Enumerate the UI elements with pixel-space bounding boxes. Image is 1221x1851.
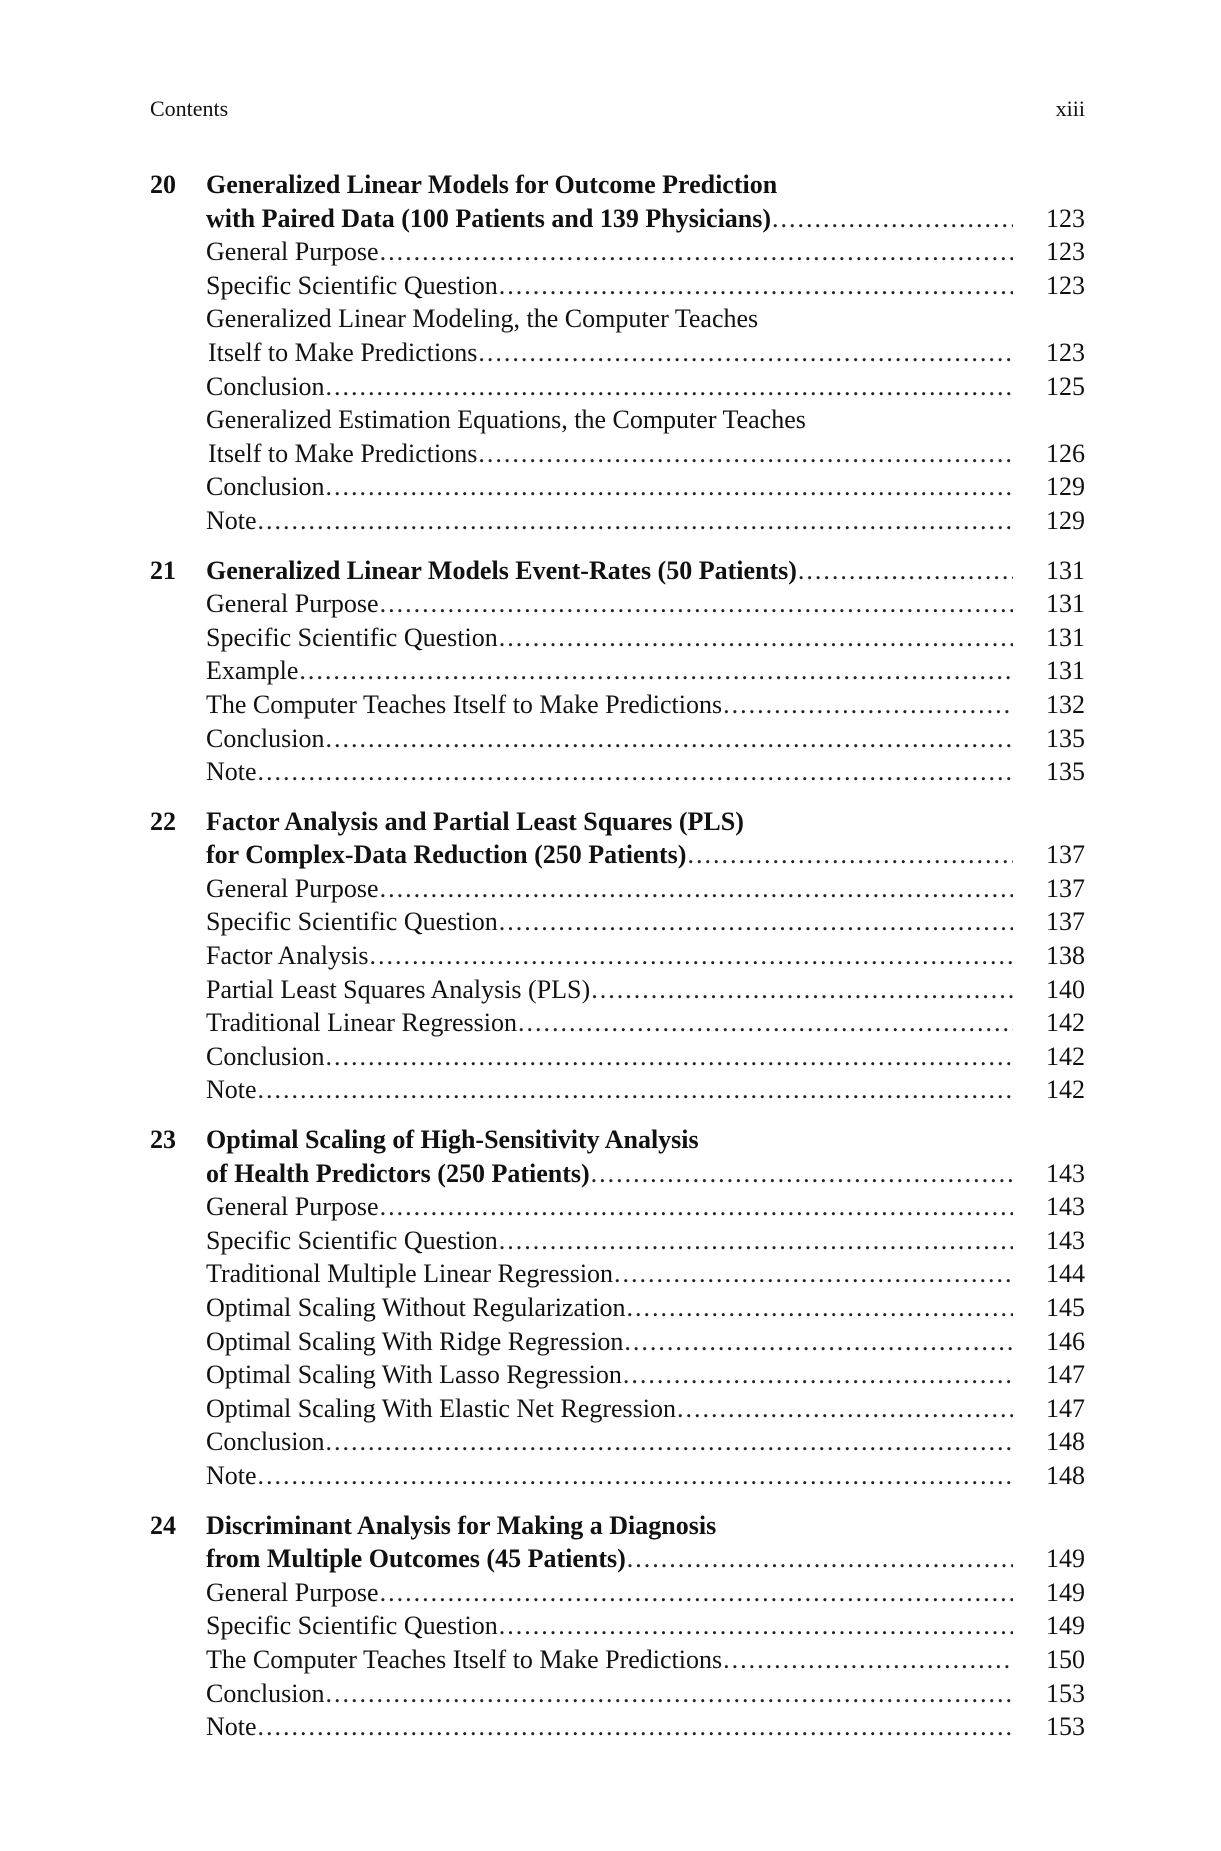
dot-leader: [499, 1609, 1013, 1643]
section-line: [150, 1677, 1085, 1711]
chapter-entry: [150, 554, 1085, 789]
dot-leader: [258, 1710, 1013, 1744]
section-title-text: Note: [206, 1460, 257, 1490]
toc-page-number: 123: [1046, 237, 1085, 267]
chapter-number: 20: [150, 170, 176, 199]
chapter-title-text: for Complex-Data Reduction (250 Patients): [206, 840, 687, 870]
chapter-title-line: [150, 1542, 1085, 1576]
toc-page-number: 131: [1046, 656, 1085, 686]
section-line: [150, 621, 1085, 655]
toc-page-number: 137: [1046, 840, 1085, 870]
section-line: [150, 905, 1085, 939]
section-title-text: General Purpose: [206, 589, 379, 619]
dot-leader: [591, 1157, 1013, 1191]
toc-page-number: 129: [1046, 472, 1085, 502]
toc-page-number: 147: [1046, 1393, 1085, 1423]
section-title-text: Note: [206, 505, 257, 535]
chapter-title-text: from Multiple Outcomes (45 Patients): [206, 1544, 626, 1574]
section-title-text: Note: [206, 757, 257, 787]
chapter-title-text: with Paired Data (100 Patients and 139 Physicians): [206, 203, 772, 233]
dot-leader: [325, 1425, 1013, 1459]
section-title-text: Traditional Linear Regression: [206, 1008, 517, 1038]
page-number: xiii: [1055, 96, 1085, 121]
section-title-text: General Purpose: [206, 873, 379, 903]
section-title: [206, 722, 1021, 756]
toc-page-number: 126: [1046, 438, 1085, 468]
section-line: [150, 1257, 1085, 1291]
dot-leader: [677, 1392, 1013, 1426]
toc-page-number: 145: [1046, 1293, 1085, 1322]
section-line: [150, 1325, 1085, 1359]
section-title-text: Specific Scientific Question: [206, 622, 498, 652]
section-title-text: Optimal Scaling With Elastic Net Regression: [206, 1393, 677, 1423]
section-title: [206, 269, 1021, 303]
dot-leader: [299, 654, 1013, 688]
dot-leader: [591, 973, 1013, 1007]
section-title-text: Note: [206, 1075, 257, 1105]
dot-leader: [798, 554, 1013, 588]
toc-page-number: 135: [1046, 757, 1085, 787]
section-title-text: Conclusion: [206, 723, 325, 753]
chapter-title-line: [150, 1157, 1085, 1191]
section-line: [150, 722, 1085, 756]
toc-page-number: 137: [1046, 873, 1085, 903]
section-title-text: Generalized Estimation Equations, the Computer Teaches: [206, 405, 806, 435]
section-title: [206, 235, 1021, 269]
section-title-text: Conclusion: [206, 371, 325, 401]
section-title: [206, 437, 1021, 471]
section-title: [206, 336, 1021, 370]
section-line: [150, 470, 1085, 504]
section-title: [206, 1190, 1021, 1224]
section-title-text: Optimal Scaling With Ridge Regression: [206, 1326, 624, 1356]
chapter-title-line: [150, 168, 1085, 202]
section-line: [150, 1643, 1085, 1677]
dot-leader: [325, 470, 1013, 504]
chapter-title-text: Generalized Linear Models Event-Rates (50 Patients): [206, 555, 797, 585]
dot-leader: [627, 1542, 1013, 1576]
chapter-title: [206, 1542, 1021, 1576]
toc-page-number: 142: [1046, 1075, 1085, 1105]
section-title-text: The Computer Teaches Itself to Make Predictions: [206, 1644, 723, 1674]
section-title-text: Example: [206, 656, 299, 686]
section-title-text: General Purpose: [206, 1577, 379, 1607]
section-title: [206, 1576, 1021, 1610]
dot-leader: [478, 336, 1013, 370]
section-title-text: Factor Analysis: [206, 941, 369, 971]
section-title-text: Generalized Linear Modeling, the Computer Teaches: [206, 304, 759, 334]
section-line: [150, 302, 1085, 336]
dot-leader: [772, 202, 1013, 236]
toc-page-number: 143: [1046, 1158, 1085, 1188]
toc-page-number: 137: [1046, 907, 1085, 937]
section-line: [150, 504, 1085, 538]
section-line: [150, 403, 1085, 437]
dot-leader: [623, 1358, 1013, 1392]
dot-leader: [325, 1677, 1013, 1711]
section-title: [206, 1257, 1021, 1291]
section-title: [206, 1358, 1021, 1392]
dot-leader: [258, 1459, 1013, 1493]
section-line: [150, 1073, 1085, 1107]
toc-page-number: 153: [1046, 1678, 1085, 1708]
chapter-title-text: Generalized Linear Models for Outcome Prediction: [206, 170, 778, 199]
chapter-title-text: Factor Analysis and Partial Least Squares (PLS): [206, 806, 744, 836]
section-title: [206, 302, 1021, 336]
section-line: [150, 370, 1085, 404]
chapter-title: [206, 838, 1021, 872]
section-line: [150, 1609, 1085, 1643]
section-title: [206, 504, 1021, 538]
dot-leader: [325, 370, 1013, 404]
section-title: [206, 939, 1021, 973]
toc-page-number: 123: [1046, 337, 1085, 367]
toc-page-number: 150: [1046, 1644, 1085, 1674]
chapter-title-line: [150, 838, 1085, 872]
toc-page-number: 148: [1046, 1460, 1085, 1490]
dot-leader: [380, 235, 1013, 269]
section-title: [206, 654, 1021, 688]
section-title: [206, 1291, 1021, 1325]
section-line: [150, 1291, 1085, 1325]
section-title: [206, 403, 1021, 437]
section-title-text: Optimal Scaling Without Regularization: [206, 1293, 626, 1322]
dot-leader: [325, 722, 1013, 756]
toc-page-number: 149: [1046, 1577, 1085, 1607]
section-line: [150, 872, 1085, 906]
dot-leader: [499, 621, 1013, 655]
dot-leader: [723, 688, 1013, 722]
section-title: [206, 470, 1021, 504]
section-title-text: Conclusion: [206, 472, 325, 502]
section-title: [206, 905, 1021, 939]
section-line: [150, 1576, 1085, 1610]
dot-leader: [380, 872, 1013, 906]
section-title: [206, 1710, 1021, 1744]
toc-page-number: 123: [1046, 203, 1085, 233]
section-title-text: Specific Scientific Question: [206, 1225, 498, 1255]
section-line: [150, 1392, 1085, 1426]
dot-leader: [624, 1325, 1013, 1359]
chapter-title-text: Discriminant Analysis for Making a Diagnosis: [206, 1510, 717, 1540]
section-title: [206, 1040, 1021, 1074]
chapter-entry: [150, 168, 1085, 538]
toc-page-number: 125: [1046, 371, 1085, 401]
chapter-entry: [150, 1123, 1085, 1493]
chapter-entry: [150, 1509, 1085, 1744]
chapter-title-text: Optimal Scaling of High-Sensitivity Analysis: [206, 1125, 699, 1155]
dot-leader: [380, 587, 1013, 621]
section-title: [206, 973, 1021, 1007]
chapter-title-line: [150, 554, 1085, 588]
section-line: [150, 437, 1085, 471]
section-title: [206, 1073, 1021, 1107]
chapter-title-line: [150, 202, 1085, 236]
section-line: [150, 235, 1085, 269]
dot-leader: [499, 1224, 1013, 1258]
section-title-text: General Purpose: [206, 237, 379, 267]
toc-page-number: 123: [1046, 270, 1085, 300]
chapter-number: 22: [150, 806, 176, 836]
chapter-title: [206, 1157, 1021, 1191]
toc-page-number: 132: [1046, 689, 1085, 719]
dot-leader: [258, 504, 1013, 538]
dot-leader: [380, 1576, 1013, 1610]
section-line: [150, 654, 1085, 688]
section-title-text: Specific Scientific Question: [206, 1611, 498, 1641]
section-title-text: Note: [206, 1712, 257, 1742]
toc-page-number: 129: [1046, 505, 1085, 535]
section-title: [206, 1425, 1021, 1459]
chapter-title: [206, 168, 1021, 202]
section-title-text: Itself to Make Predictions: [208, 438, 478, 468]
toc-page-number: 147: [1046, 1360, 1085, 1390]
dot-leader: [478, 437, 1013, 471]
section-line: [150, 755, 1085, 789]
section-title-text: Specific Scientific Question: [206, 907, 498, 937]
chapter-number: 23: [150, 1125, 176, 1155]
dot-leader: [325, 1040, 1013, 1074]
dot-leader: [370, 939, 1014, 973]
section-title-text: Itself to Make Predictions: [208, 337, 478, 367]
dot-leader: [258, 1073, 1013, 1107]
section-line: [150, 1224, 1085, 1258]
toc-page-number: 153: [1046, 1712, 1085, 1742]
section-title: [206, 621, 1021, 655]
section-title-text: Optimal Scaling With Lasso Regression: [206, 1360, 622, 1390]
section-line: [150, 336, 1085, 370]
toc-page-number: 148: [1046, 1427, 1085, 1457]
section-line: [150, 1040, 1085, 1074]
chapter-entry: [150, 805, 1085, 1107]
dot-leader: [499, 269, 1013, 303]
section-title: [206, 1392, 1021, 1426]
dot-leader: [723, 1643, 1013, 1677]
table-of-contents: [150, 168, 1085, 1760]
dot-leader: [614, 1257, 1013, 1291]
toc-page-number: 142: [1046, 1008, 1085, 1038]
section-title-text: Traditional Multiple Linear Regression: [206, 1259, 614, 1289]
section-line: [150, 1425, 1085, 1459]
dot-leader: [258, 755, 1013, 789]
chapter-number: 21: [150, 555, 176, 585]
section-line: [150, 939, 1085, 973]
section-title: [206, 1325, 1021, 1359]
section-title-text: Conclusion: [206, 1041, 325, 1071]
dot-leader: [499, 905, 1013, 939]
toc-page-number: 138: [1046, 941, 1085, 971]
section-title: [206, 1006, 1021, 1040]
section-line: [150, 587, 1085, 621]
toc-page-number: 131: [1046, 589, 1085, 619]
toc-page-number: 143: [1046, 1192, 1085, 1222]
dot-leader: [380, 1190, 1013, 1224]
section-title: [206, 688, 1021, 722]
dot-leader: [687, 838, 1013, 872]
toc-page-number: 144: [1046, 1259, 1085, 1289]
chapter-title: [206, 554, 1021, 588]
section-line: [150, 1459, 1085, 1493]
chapter-title-line: [150, 805, 1085, 839]
section-line: [150, 1006, 1085, 1040]
chapter-title-text: of Health Predictors (250 Patients): [206, 1158, 590, 1188]
toc-page-number: 131: [1046, 555, 1085, 585]
toc-page-number: 149: [1046, 1544, 1085, 1574]
section-line: [150, 269, 1085, 303]
section-line: [150, 973, 1085, 1007]
toc-page-number: 140: [1046, 974, 1085, 1004]
section-title: [206, 1643, 1021, 1677]
section-title: [206, 1224, 1021, 1258]
section-title-text: Conclusion: [206, 1678, 325, 1708]
toc-page-number: 131: [1046, 622, 1085, 652]
section-title-text: General Purpose: [206, 1192, 379, 1222]
chapter-title: [206, 202, 1021, 236]
section-title-text: Partial Least Squares Analysis (PLS): [206, 974, 591, 1004]
section-line: [150, 688, 1085, 722]
dot-leader: [626, 1291, 1013, 1325]
running-head-title: Contents: [150, 96, 229, 121]
dot-leader: [518, 1006, 1013, 1040]
toc-page-number: 142: [1046, 1041, 1085, 1071]
section-title-text: Conclusion: [206, 1427, 325, 1457]
toc-page-number: 149: [1046, 1611, 1085, 1641]
section-title-text: The Computer Teaches Itself to Make Predictions: [206, 689, 723, 719]
section-line: [150, 1190, 1085, 1224]
section-line: [150, 1358, 1085, 1392]
toc-page-number: 135: [1046, 723, 1085, 753]
chapter-title-line: [150, 1509, 1085, 1543]
section-title: [206, 872, 1021, 906]
chapter-title: [206, 1509, 1021, 1543]
toc-page-number: 143: [1046, 1225, 1085, 1255]
section-title: [206, 370, 1021, 404]
toc-page-number: 146: [1046, 1326, 1085, 1356]
section-title: [206, 1609, 1021, 1643]
chapter-title: [206, 805, 1021, 839]
running-head: [150, 96, 1085, 122]
section-title: [206, 1459, 1021, 1493]
section-title: [206, 1677, 1021, 1711]
chapter-number: 24: [150, 1510, 176, 1540]
section-line: [150, 1710, 1085, 1744]
chapter-title: [206, 1123, 1021, 1157]
chapter-title-line: [150, 1123, 1085, 1157]
section-title: [206, 755, 1021, 789]
section-title-text: Specific Scientific Question: [206, 270, 498, 300]
section-title: [206, 587, 1021, 621]
